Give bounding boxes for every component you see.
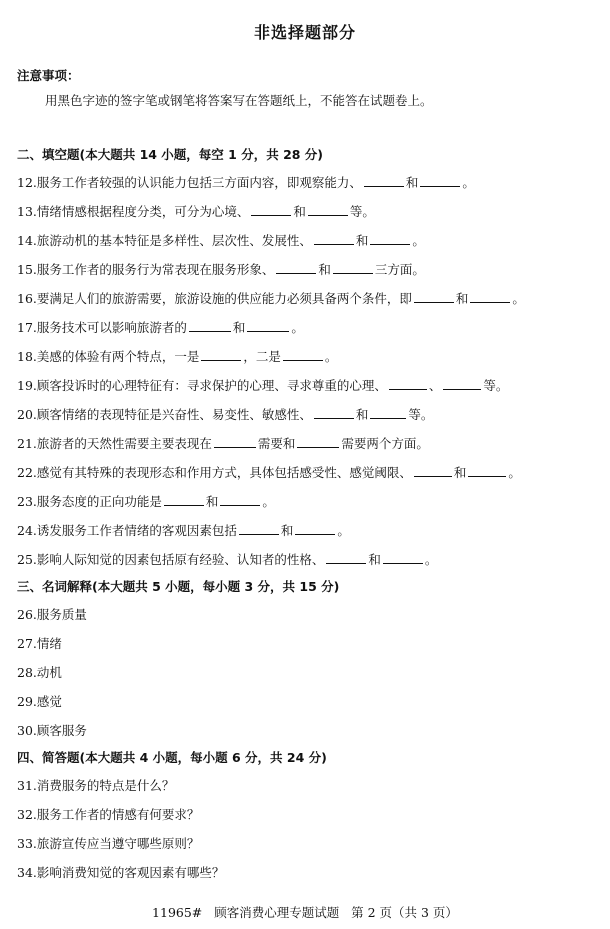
answer-blank: [370, 406, 406, 419]
answer-blank: [297, 435, 339, 448]
question-text: 和: [318, 262, 331, 277]
answer-blank: [333, 261, 373, 274]
question-text: 21.旅游者的天然性需要主要表现在: [17, 436, 212, 451]
question-item: [17, 834, 199, 852]
answer-blank: [247, 319, 289, 332]
answer-blank: [220, 493, 260, 506]
answer-blank: [414, 290, 454, 303]
question-text: 18.美感的体验有两个特点，一是: [17, 349, 200, 364]
question-text: 和: [280, 523, 294, 538]
notice-heading: 注意事项：: [17, 68, 80, 83]
question-text: 需要和: [257, 436, 296, 451]
question-item: [17, 434, 429, 452]
question-text: ，二是: [243, 349, 281, 364]
question-item: [17, 260, 425, 278]
question-text: 23.服务态度的正向功能是: [17, 494, 162, 509]
question-text: 30.顾客服务: [17, 723, 87, 738]
section-heading: 四、简答题(本大题共 4 小题，每小题 6 分，共 24 分): [17, 750, 327, 765]
answer-blank: [276, 261, 316, 274]
question-item: [17, 463, 521, 481]
section-heading: 三、名词解释(本大题共 5 小题，每小题 3 分，共 15 分): [17, 579, 340, 594]
question-text: 和: [453, 465, 467, 480]
question-text: 20.顾客情绪的表现特征是兴奋性、易变性、敏感性、: [17, 407, 312, 422]
question-text: 16.要满足人们的旅游需要，旅游设施的供应能力必须具备两个条件，即: [17, 291, 412, 306]
question-text: 19.顾客投诉时的心理特征有：寻求保护的心理、寻求尊重的心理、: [17, 378, 387, 393]
answer-blank: [239, 522, 279, 535]
question-text: 34.影响消费知觉的客观因素有哪些？: [17, 865, 225, 880]
answer-blank: [251, 203, 291, 216]
answer-blank: [420, 174, 460, 187]
notice-body: 用黑色字迹的签字笔或钢笔将答案写在答题纸上，不能答在试题卷上。: [45, 93, 433, 108]
page-footer: 11965# 顾客消费心理专题试题 第 2 页（共 3 页）: [152, 905, 458, 920]
question-item: [17, 776, 174, 794]
question-text: 24.诱发服务工作者情绪的客观因素包括: [17, 523, 237, 538]
question-text: 14.旅游动机的基本特征是多样性、层次性、发展性、: [17, 233, 312, 248]
question-text: 。: [262, 494, 275, 509]
question-text: 25.影响人际知觉的因素包括原有经验、认知者的性格、: [17, 552, 325, 567]
answer-blank: [414, 464, 452, 477]
question-text: 12.服务工作者较强的认识能力包括三方面内容，即观察能力、: [17, 175, 362, 190]
question-text: 。: [337, 523, 350, 538]
answer-blank: [283, 348, 323, 361]
answer-blank: [164, 493, 204, 506]
question-text: 。: [412, 233, 425, 248]
question-item: [17, 231, 425, 249]
question-text: 和: [293, 204, 306, 219]
question-text: 15.服务工作者的服务行为常表现在服务形象、: [17, 262, 275, 277]
question-text: 等。: [483, 378, 509, 393]
question-item: [17, 692, 62, 710]
question-text: 27.情绪: [17, 636, 62, 651]
question-text: 等。: [408, 407, 434, 422]
answer-blank: [470, 290, 510, 303]
page-title: 非选择题部分: [253, 23, 356, 42]
question-item: [17, 347, 337, 365]
answer-blank: [443, 377, 481, 390]
question-text: 和: [355, 407, 369, 422]
question-item: [17, 376, 508, 394]
question-item: [17, 521, 350, 539]
section-heading: 二、填空题(本大题共 14 小题，每空 1 分，共 28 分): [17, 147, 324, 162]
question-item: [17, 805, 199, 823]
answer-blank: [201, 348, 241, 361]
question-item: [17, 663, 62, 681]
question-text: 和: [455, 291, 469, 306]
question-text: 13.情绪情感根据程度分类，可分为心境、: [17, 204, 250, 219]
question-text: 17.服务技术可以影响旅游者的: [17, 320, 187, 335]
question-text: 28.动机: [17, 665, 62, 680]
question-text: 32.服务工作者的情感有何要求？: [17, 807, 200, 822]
answer-blank: [295, 522, 335, 535]
question-item: [17, 550, 437, 568]
answer-blank: [370, 232, 410, 245]
question-text: 三方面。: [374, 262, 425, 277]
question-text: 31.消费服务的特点是什么？: [17, 778, 175, 793]
question-item: [17, 173, 475, 191]
question-text: 。: [508, 465, 521, 480]
answer-blank: [326, 551, 366, 564]
answer-blank: [468, 464, 506, 477]
answer-blank: [383, 551, 423, 564]
question-text: 需要两个方面。: [341, 436, 429, 451]
question-item: [17, 405, 433, 423]
answer-blank: [364, 174, 404, 187]
question-text: 。: [462, 175, 475, 190]
question-text: 和: [368, 552, 381, 567]
answer-blank: [389, 377, 427, 390]
answer-blank: [308, 203, 348, 216]
question-item: [17, 634, 62, 652]
question-text: 26.服务质量: [17, 607, 87, 622]
question-text: 。: [291, 320, 304, 335]
question-text: 和: [232, 320, 246, 335]
question-text: 。: [324, 349, 338, 364]
question-item: [17, 721, 87, 739]
question-item: [17, 492, 275, 510]
question-text: 和: [355, 233, 369, 248]
question-text: 等。: [349, 204, 375, 219]
question-item: [17, 605, 87, 623]
question-text: 和: [205, 494, 219, 509]
question-text: 。: [512, 291, 525, 306]
answer-blank: [189, 319, 231, 332]
answer-blank: [314, 406, 354, 419]
question-item: [17, 202, 375, 220]
answer-blank: [314, 232, 354, 245]
question-item: [17, 863, 224, 881]
question-item: [17, 318, 304, 336]
answer-blank: [214, 435, 256, 448]
question-text: 和: [405, 175, 419, 190]
question-text: 、: [428, 378, 442, 393]
question-item: [17, 289, 525, 307]
question-text: 33.旅游宣传应当遵守哪些原则？: [17, 836, 200, 851]
question-text: 29.感觉: [17, 694, 62, 709]
question-text: 22.感觉有其特殊的表现形态和作用方式，具体包括感受性、感觉阈限、: [17, 465, 412, 480]
question-text: 。: [424, 552, 438, 567]
